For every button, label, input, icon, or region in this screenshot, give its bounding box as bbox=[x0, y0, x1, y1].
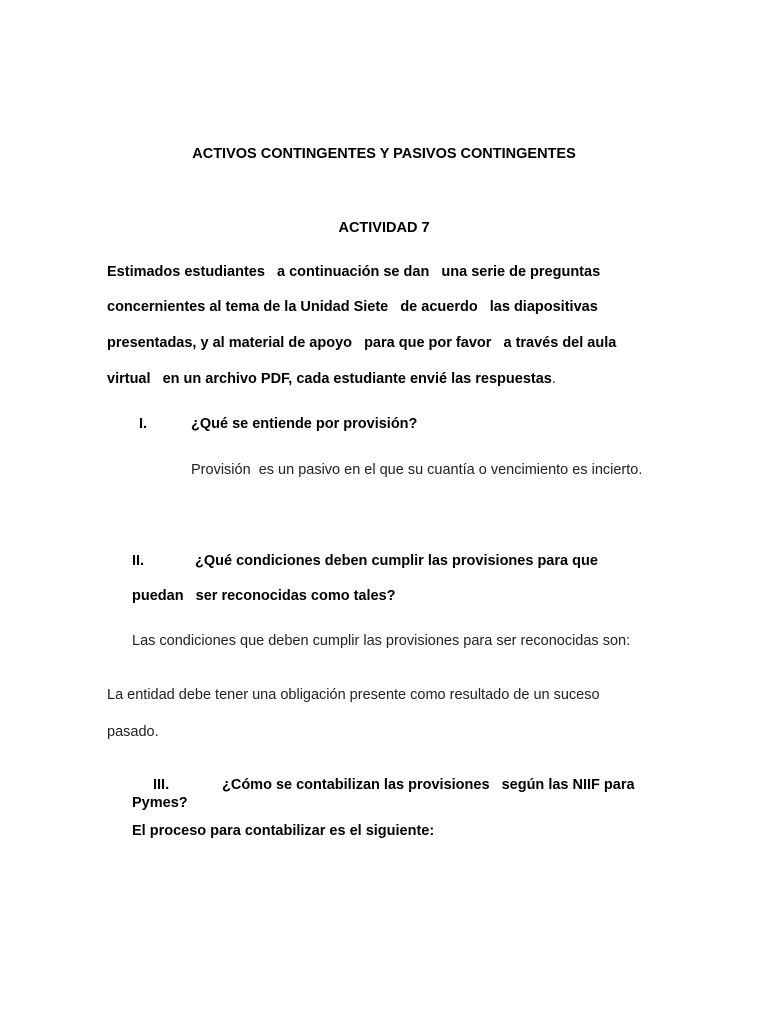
answer-3-intro: El proceso para contabilizar es el siguiente: bbox=[132, 823, 435, 839]
question-1-text: ¿Qué se entiende por provisión? bbox=[191, 416, 418, 432]
question-3-line-1: ¿Cómo se contabilizan las provisiones según las NIIF para bbox=[222, 777, 635, 793]
intro-line-4 bbox=[107, 370, 556, 388]
question-3-number: III. bbox=[153, 777, 170, 793]
answer-2-intro: Las condiciones que deben cumplir las provisiones para ser reconocidas son: bbox=[132, 633, 631, 649]
question-1-number: I. bbox=[139, 416, 148, 432]
intro-line-3: presentadas, y al material de apoyo para que por favor a través del aula bbox=[107, 335, 617, 351]
answer-2-line-1: La entidad debe tener una obligación presente como resultado de un suceso bbox=[107, 687, 600, 703]
intro-line-2: concernientes al tema de la Unidad Siete de acuerdo las diapositivas bbox=[107, 299, 598, 315]
question-2-line-1: ¿Qué condiciones deben cumplir las provisiones para que bbox=[195, 553, 598, 569]
question-3-line-2: Pymes? bbox=[132, 795, 188, 811]
answer-2-line-2: pasado. bbox=[107, 724, 159, 740]
answer-1-text: Provisión es un pasivo en el que su cuantía o vencimiento es incierto. bbox=[191, 462, 643, 478]
intro-line-4-period: . bbox=[551, 371, 556, 387]
document-title: ACTIVOS CONTINGENTES Y PASIVOS CONTINGENTES bbox=[192, 146, 576, 162]
intro-line-1: Estimados estudiantes a continuación se dan una serie de preguntas bbox=[107, 264, 601, 280]
question-2-number: II. bbox=[132, 553, 145, 569]
intro-line-4-text: virtual en un archivo PDF, cada estudiante envié las respuestas bbox=[107, 371, 552, 387]
activity-heading: ACTIVIDAD 7 bbox=[338, 220, 430, 236]
question-2-line-2: puedan ser reconocidas como tales? bbox=[132, 588, 396, 604]
